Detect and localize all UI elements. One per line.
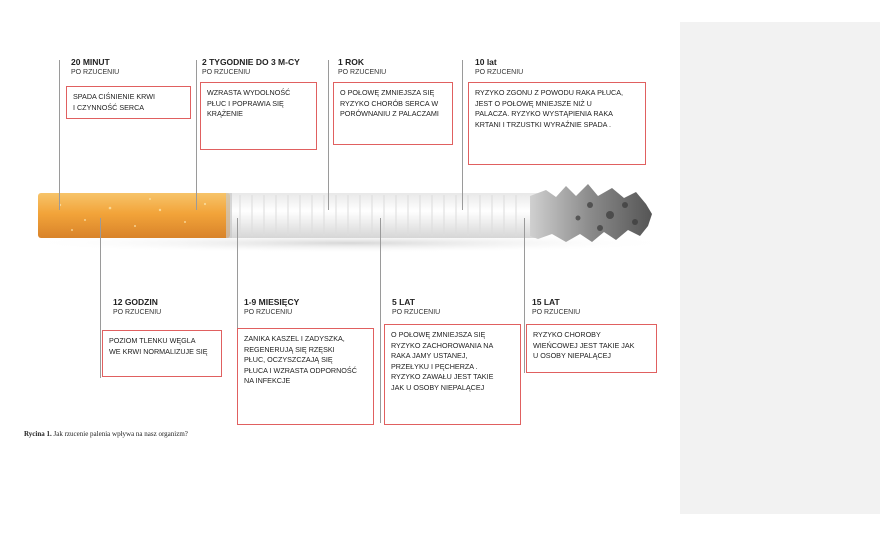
cigarette-ash bbox=[530, 184, 652, 242]
milestone-subtitle: PO RZUCENIU bbox=[244, 309, 293, 316]
milestone-box: O POŁOWĘ ZMNIEJSZA SIĘ RYZYKO CHORÓB SERCA W PORÓWNANIU Z PALACZAMI bbox=[333, 82, 453, 145]
milestone-title: 5 LAT bbox=[392, 297, 415, 307]
milestone-title: 15 LAT bbox=[532, 297, 560, 307]
caption-label: Rycina 1. bbox=[24, 430, 52, 438]
leader-line bbox=[380, 218, 381, 423]
milestone-title: 1 ROK bbox=[338, 57, 364, 67]
leader-line bbox=[524, 218, 525, 373]
leader-line bbox=[59, 60, 60, 210]
milestone-subtitle: PO RZUCENIU bbox=[532, 309, 581, 316]
milestone-box: O POŁOWĘ ZMNIEJSZA SIĘ RYZYKO ZACHOROWANIA NA RAKA JAMY USTANEJ, PRZEŁYKU I PĘCHERZA . RYZYKO ZAWAŁU JEST TAKIE JAK U OSOBY NIEPALĄCEJ bbox=[384, 324, 521, 425]
milestone-subtitle: PO RZUCENIU bbox=[392, 309, 441, 316]
milestone-subtitle: PO RZUCENIU bbox=[475, 69, 524, 76]
milestone-box: ZANIKA KASZEL I ZADYSZKA, REGENERUJĄ SIĘ RZĘSKI PŁUC, OCZYSZCZAJĄ SIĘ PŁUCA I WZRASTA ODPORNOŚĆ NA INFEKCJE bbox=[237, 328, 374, 425]
milestone-title: 12 GODZIN bbox=[113, 297, 158, 307]
leader-line bbox=[100, 218, 101, 378]
milestone-box: POZIOM TLENKU WĘGLA WE KRWI NORMALIZUJE SIĘ bbox=[102, 330, 222, 377]
leader-line bbox=[462, 60, 463, 210]
leader-line bbox=[196, 60, 197, 210]
milestone-title: 10 lat bbox=[475, 57, 497, 67]
milestone-box: RYZYKO ZGONU Z POWODU RAKA PŁUCA, JEST O POŁOWĘ MNIEJSZE NIŻ U PALACZA. RYZYKO WYSTĄPIENIA RAKA KRTANI I TRZUSTKI WYRAŹNIE SPADA . bbox=[468, 82, 646, 165]
milestone-title: 1-9 MIESIĘCY bbox=[244, 297, 300, 307]
milestone-box: RYZYKO CHOROBY WIEŃCOWEJ JEST TAKIE JAK U OSOBY NIEPALĄCEJ bbox=[526, 324, 657, 373]
milestone-title: 2 TYGODNIE DO 3 M-CY bbox=[202, 57, 300, 67]
milestone-subtitle: PO RZUCENIU bbox=[338, 69, 387, 76]
figure-caption bbox=[24, 430, 188, 438]
milestone-box: WZRASTA WYDOLNOŚĆ PŁUC I POPRAWIA SIĘ KRĄŻENIE bbox=[200, 82, 317, 150]
milestone-box: SPADA CIŚNIENIE KRWI I CZYNNOŚĆ SERCA bbox=[66, 86, 191, 119]
milestone-subtitle: PO RZUCENIU bbox=[71, 69, 120, 76]
milestone-subtitle: PO RZUCENIU bbox=[202, 69, 251, 76]
milestone-subtitle: PO RZUCENIU bbox=[113, 309, 162, 316]
milestone-title: 20 MINUT bbox=[71, 57, 110, 67]
leader-line bbox=[328, 60, 329, 210]
cigarette-filter bbox=[38, 193, 230, 238]
caption-text: Jak rzucenie palenia wpływa na nasz organizm? bbox=[51, 430, 188, 438]
filter-seam bbox=[226, 193, 232, 238]
